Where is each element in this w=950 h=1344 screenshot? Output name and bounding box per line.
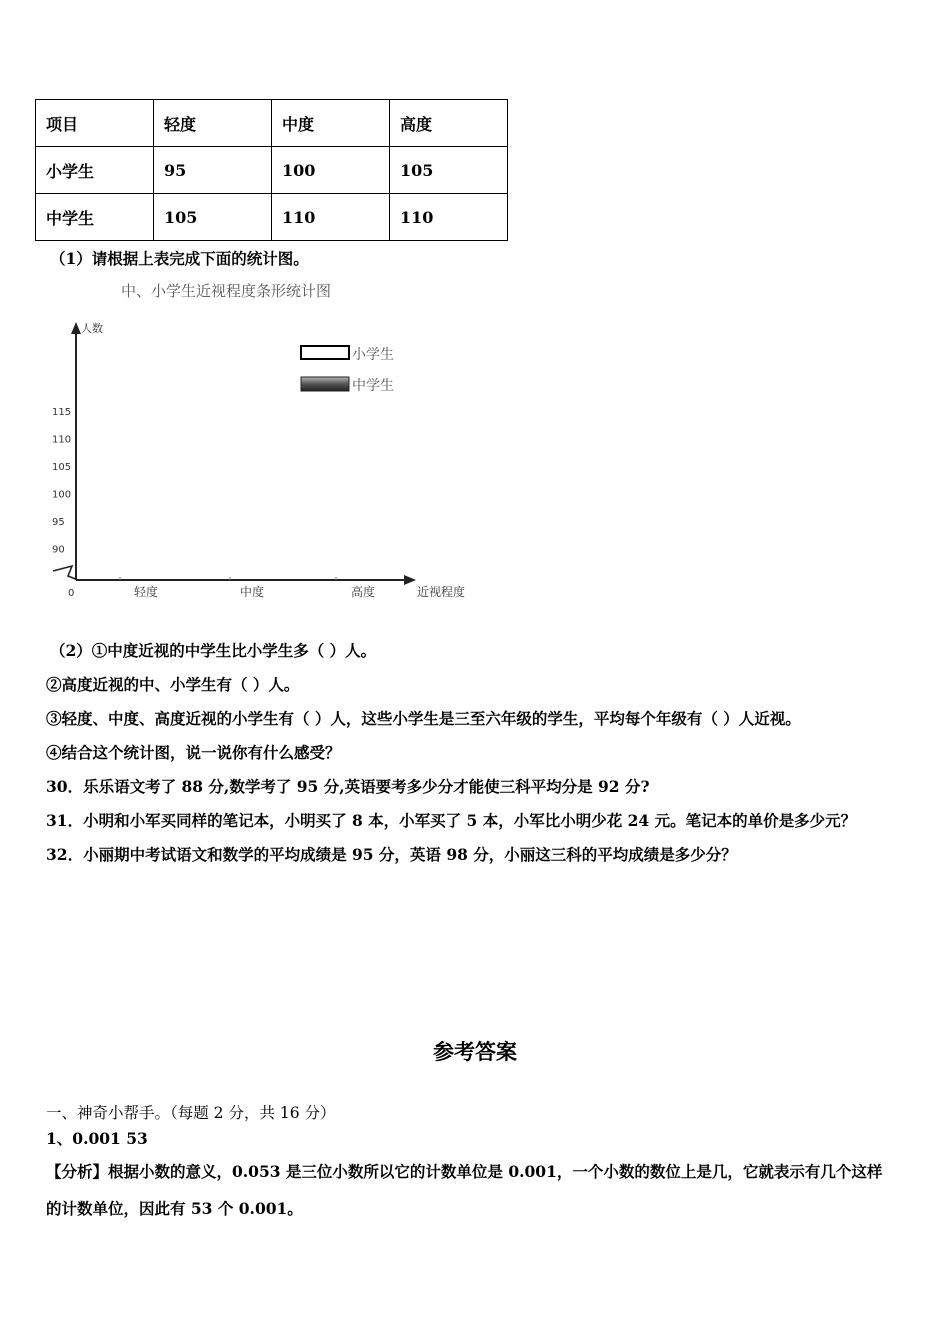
question-2-3: ③轻度、中度、高度近视的小学生有（ ）人，这些小学生是三至六年级的学生，平均每个年级有（ ）人近视。 — [46, 709, 801, 728]
table-cell: 105 — [154, 194, 272, 241]
survey-table — [35, 99, 508, 241]
chart-title: 中、小学生近视程度条形统计图 — [121, 282, 332, 300]
y-tick-labels — [52, 407, 71, 556]
x-category-label: 高度 — [350, 585, 376, 599]
table-row — [36, 147, 508, 194]
table-cell: 95 — [154, 147, 272, 194]
x-category-label: 轻度 — [133, 585, 159, 599]
table-cell: 中学生 — [36, 194, 154, 241]
y-axis-label: 人数 — [81, 322, 103, 335]
question-2-2: ②高度近视的中、小学生有（ ）人。 — [46, 675, 300, 694]
table-header-cell: 中度 — [272, 100, 390, 147]
origin-label: 0 — [68, 588, 75, 599]
y-tick-label: 105 — [52, 462, 72, 473]
x-category-label: 中度 — [239, 585, 265, 599]
y-tick-label: 100 — [52, 489, 72, 501]
x-axis-label: 近视程度 — [417, 585, 466, 599]
table-cell: 100 — [272, 147, 390, 194]
legend-swatch-primary — [301, 346, 349, 359]
question-2-1: （2）①中度近视的中学生比小学生多（ ）人。 — [50, 641, 377, 660]
table-header-row — [36, 100, 508, 147]
table-cell: 小学生 — [36, 147, 154, 194]
legend-swatch-secondary — [301, 377, 349, 391]
legend-label-primary: 小学生 — [352, 347, 394, 363]
table-header-cell: 项目 — [36, 100, 154, 147]
question-2-4: ④结合这个统计图，说一说你有什么感受？ — [46, 743, 341, 762]
bar-chart — [48, 276, 478, 606]
y-tick-label: 95 — [52, 517, 65, 528]
table-header-cell: 轻度 — [154, 100, 272, 147]
y-axis-break — [53, 566, 78, 580]
analysis-line-2: 的计数单位，因此有 53 个 0.001。 — [46, 1199, 303, 1218]
x-axis-arrow — [404, 575, 416, 585]
table-cell: 110 — [390, 194, 508, 241]
y-tick-label: 115 — [52, 407, 72, 418]
question-31: 31．小明和小军买同样的笔记本，小明买了 8 本，小军买了 5 本，小军比小明少花 24 元。笔记本的单价是多少元？ — [46, 811, 857, 830]
question-1-text: （1）请根据上表完成下面的统计图。 — [50, 249, 309, 268]
y-tick-label: 110 — [52, 434, 72, 446]
answer-1: 1、0.001 53 — [46, 1129, 148, 1148]
answers-section-1: 一、神奇小帮手。（每题 2 分，共 16 分） — [46, 1104, 336, 1122]
table-header-cell: 高度 — [390, 100, 508, 147]
answers-title: 参考答案 — [433, 1039, 517, 1064]
table-cell: 110 — [272, 194, 390, 241]
y-axis-arrow — [71, 322, 81, 334]
y-tick-label: 90 — [52, 544, 65, 556]
question-30: 30．乐乐语文考了 88 分,数学考了 95 分,英语要考多少分才能使三科平均分是 92 分? — [46, 777, 650, 796]
analysis-line-1: 【分析】根据小数的意义，0.053 是三位小数所以它的计数单位是 0.001，一个小数的数位上是几，它就表示有几个这样 — [46, 1162, 883, 1181]
legend-label-secondary: 中学生 — [352, 378, 394, 394]
table-row — [36, 194, 508, 241]
table-cell: 105 — [390, 147, 508, 194]
question-32: 32．小丽期中考试语文和数学的平均成绩是 95 分，英语 98 分，小丽这三科的平均成绩是多少分？ — [46, 845, 737, 864]
